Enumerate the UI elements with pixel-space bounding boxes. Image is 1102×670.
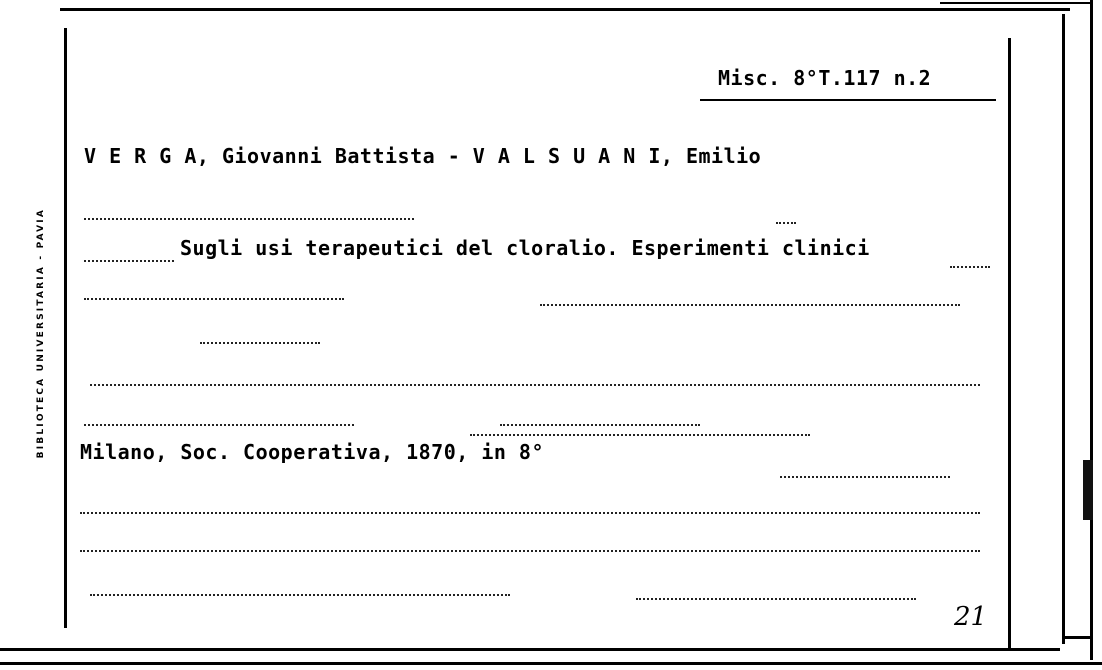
right-margin-line: [1008, 38, 1011, 648]
dotted-rule: [84, 260, 174, 262]
dotted-rule: [500, 424, 700, 426]
library-stamp: BIBLIOTECA UNIVERSITARIA - PAVIA: [36, 207, 46, 459]
right-edge-mark: [1083, 460, 1093, 520]
right-edge-line: [1062, 14, 1065, 644]
shelfmark-underline: [700, 99, 996, 101]
imprint-line: Milano, Soc. Cooperativa, 1870, in 8°: [80, 440, 545, 464]
bottom-border-line-lower: [0, 662, 1102, 665]
shelfmark: Misc. 8°T.117 n.2: [718, 66, 932, 90]
dotted-rule: [776, 222, 796, 224]
dotted-rule: [780, 476, 950, 478]
bottom-border-line: [0, 648, 1060, 651]
dotted-rule: [90, 384, 980, 386]
author-line: V E R G A, Giovanni Battista - V A L S U A N I, Emilio: [84, 144, 762, 168]
top-border-line-right: [940, 2, 1090, 4]
dotted-rule: [84, 424, 354, 426]
dotted-rule: [470, 434, 810, 436]
dotted-rule: [540, 304, 960, 306]
dotted-rule: [80, 512, 980, 514]
left-margin-line: [64, 28, 67, 628]
handwritten-number: 21: [954, 602, 988, 632]
dotted-rule: [84, 218, 414, 220]
bottom-right-corner-line: [1062, 636, 1092, 639]
dotted-rule: [636, 598, 916, 600]
top-border-line: [60, 8, 1070, 11]
title-line: Sugli usi terapeutici del cloralio. Esperimenti clinici: [180, 236, 870, 260]
dotted-rule: [950, 266, 990, 268]
dotted-rule: [90, 594, 510, 596]
dotted-rule: [84, 298, 344, 300]
far-right-edge-line: [1090, 0, 1093, 660]
dotted-rule: [200, 342, 320, 344]
dotted-rule: [80, 550, 980, 552]
